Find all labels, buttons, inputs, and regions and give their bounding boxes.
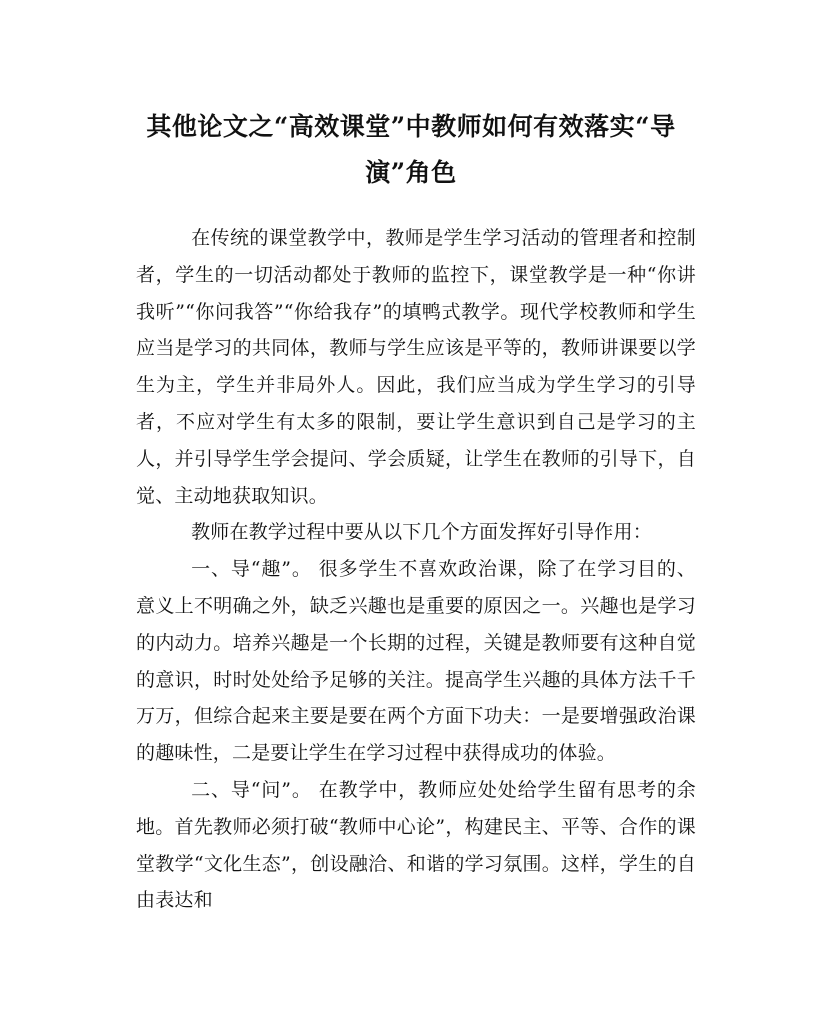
document-title: 其他论文之“高效课堂”中教师如何有效落实“导演”角色: [146, 112, 676, 187]
paragraph-guidance-overview: 教师在教学过程中要从以下几个方面发挥好引导作用：: [191, 521, 652, 544]
paragraph-guide-questions: 二、导“问”。 在教学中，教师应处处给学生留有思考的余地。首先教师必须打破“教师中心论”，构建民主、平等、合作的课堂教学“文化生态”，创设融洽、和谐的学习氛围。这样，学生的自由表达和: [136, 778, 696, 912]
paragraph-guide-interest: 一、导“趣”。 很多学生不喜欢政治课，除了在学习目的、意义上不明确之外，缺乏兴趣也是重要的原因之一。兴趣也是学习的内动力。培养兴趣是一个长期的过程，关键是教师要有这种自觉的意识，时时处处给予足够的关注。提高学生兴趣的具体方法千千万万，但综合起来主要是要在两个方面下功夫：一是要增强政治课的趣味性，二是要让学生在学习过程中获得成功的体验。: [136, 558, 696, 765]
document-body: [136, 220, 696, 919]
paragraph-intro: 在传统的课堂教学中，教师是学生学习活动的管理者和控制者，学生的一切活动都处于教师的监控下，课堂教学是一种“你讲我听”“你问我答”“你给我存”的填鸭式教学。现代学校教师和学生应当是学习的共同体，教师与学生应该是平等的，教师讲课要以学生为主，学生并非局外人。因此，我们应当成为学生学习的引导者，不应对学生有太多的限制，要让学生意识到自己是学习的主人，并引导学生学会提问、学会质疑，让学生在教师的引导下，自觉、主动地获取知识。: [136, 227, 696, 507]
